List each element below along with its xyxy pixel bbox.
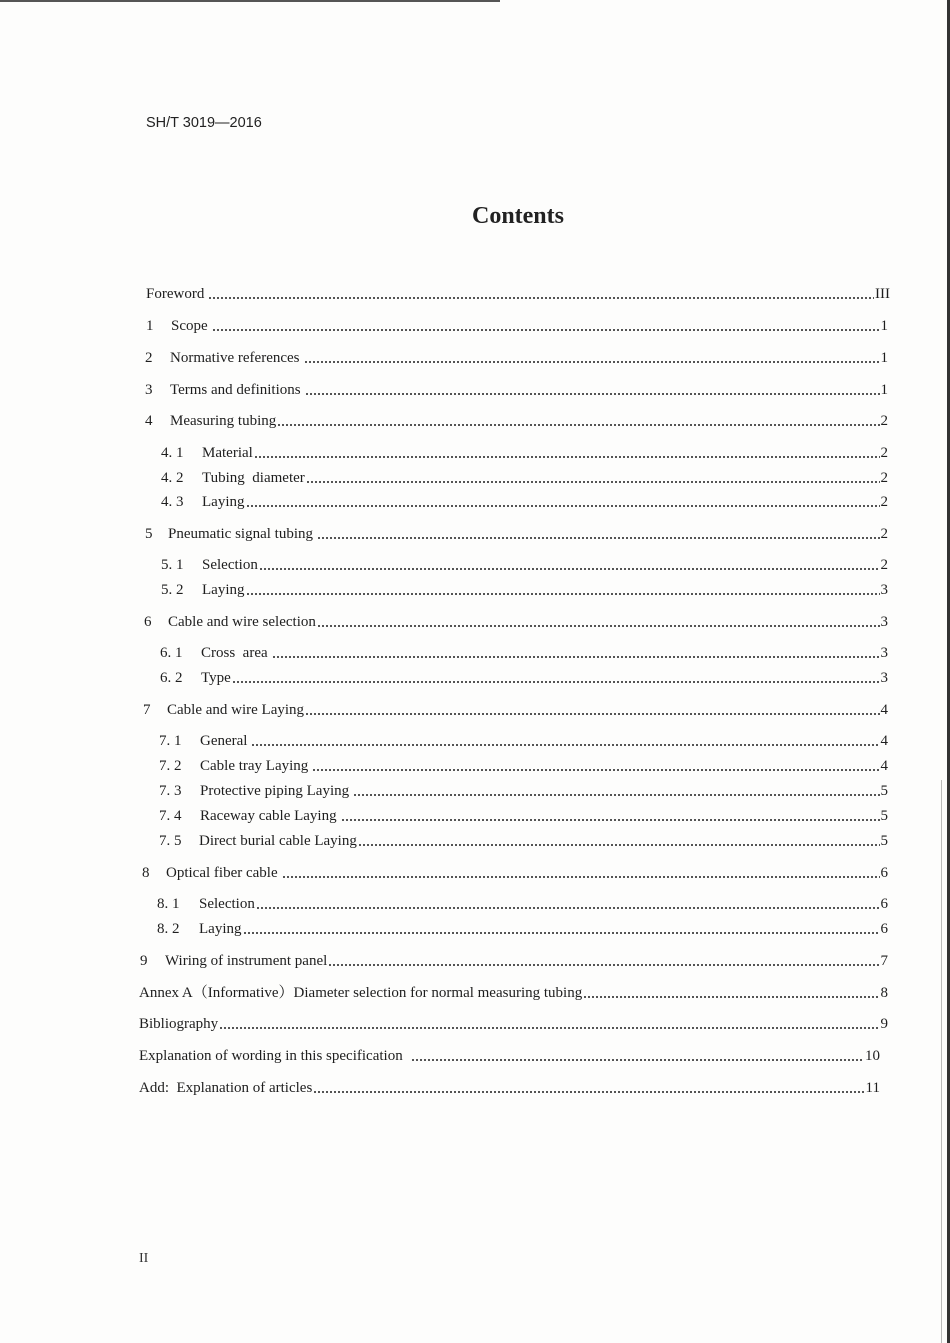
toc-entry-number: 5. 1 [161,557,184,573]
toc-entry-label: Selection [199,896,255,912]
toc-entry [159,780,888,800]
toc-entry [159,755,888,775]
toc-entry [157,893,888,913]
toc-entry [145,379,888,399]
toc-page-number: 8 [880,985,888,1001]
toc-entry-number: 5. 2 [161,582,184,598]
page-title: Contents [471,203,564,229]
toc-leader-dots [251,744,879,746]
toc-page-number: 6 [880,921,888,937]
toc-leader-dots [282,876,880,878]
toc-leader-dots [313,1091,864,1093]
toc-page-number: 7 [880,953,888,969]
toc-entry-number: 7. 3 [159,783,182,799]
toc-entry-label: Cross area [201,645,268,661]
toc-entry-label: Laying [202,494,245,510]
toc-leader-dots [353,794,879,796]
toc-page-number: 5 [880,783,888,799]
toc-page-number: 4 [880,758,888,774]
toc-page-number: 9 [880,1016,888,1032]
toc-entry [139,1013,888,1033]
toc-entry-label: Measuring tubing [170,413,277,429]
toc-entry-label: Scope [171,318,208,334]
toc-entry-number: 7. 4 [159,808,182,824]
toc-entry-number: 4. 2 [161,470,184,486]
toc-page-number: 6 [880,865,888,881]
toc-entry-label: Cable tray Laying [200,758,309,774]
toc-entry [161,554,888,574]
toc-entry-label: Tubing diameter [202,470,305,486]
toc-entry-number: 1 [146,318,154,334]
toc-entry-label: Type [201,670,231,686]
toc-page-number: 2 [880,413,888,429]
toc-entry [140,950,888,970]
toc-entry [159,830,888,850]
toc-entry-number: 6. 1 [160,645,183,661]
toc-page-number: 3 [880,582,888,598]
toc-leader-dots [583,996,879,998]
toc-leader-dots [277,424,879,426]
toc-entry-label: Wiring of instrument panel [165,953,328,969]
toc-entry-label: Selection [202,557,258,573]
toc-entry-label: Annex A（Informative）Diameter selection for normal measuring tubing [139,985,583,1001]
toc-entry-number: 6 [144,614,152,630]
toc-entry-number: 3 [145,382,153,398]
toc-entry [161,491,888,511]
toc-leader-dots [305,393,880,395]
toc-entry [139,1077,880,1097]
toc-entry-number: 4 [145,413,153,429]
toc-leader-dots [256,907,880,909]
toc-entry-number: 2 [145,350,153,366]
toc-entry-number: 7 [143,702,151,718]
toc-entry-number: 7. 2 [159,758,182,774]
toc-entry-label: Laying [199,921,242,937]
toc-leader-dots [272,656,880,658]
toc-entry-label: Foreword [146,286,205,302]
toc-entry-label: Pneumatic signal tubing [168,526,313,542]
toc-page-number: 5 [880,808,888,824]
toc-leader-dots [411,1059,864,1061]
toc-page-number: 2 [880,445,888,461]
toc-entry-label: Direct burial cable Laying [199,833,357,849]
toc-leader-dots [328,964,879,966]
toc-entry-number: 6. 2 [160,670,183,686]
toc-entry-label: Optical fiber cable [166,865,278,881]
toc-entry-label: Material [202,445,253,461]
toc-entry [159,730,888,750]
toc-entry-number: 8 [142,865,150,881]
toc-entry [161,467,888,487]
toc-entry [145,347,888,367]
toc-page-number: 5 [880,833,888,849]
toc-entry [157,918,888,938]
toc-entry [143,699,888,719]
toc-entry [139,1045,880,1065]
toc-entry-label: Bibliography [139,1016,219,1032]
toc-entry [142,862,888,882]
toc-leader-dots [254,456,880,458]
toc-page-number: 6 [880,896,888,912]
toc-entry-number: 4. 3 [161,494,184,510]
toc-entry-label: Cable and wire Laying [167,702,305,718]
toc-entry [146,315,888,335]
toc-entry-number: 9 [140,953,148,969]
toc-leader-dots [243,932,880,934]
toc-entry-number: 5 [145,526,153,542]
toc-entry [145,523,888,543]
toc-entry-label: Normative references [170,350,300,366]
toc-entry-label: Cable and wire selection [168,614,316,630]
toc-leader-dots [212,329,880,331]
toc-leader-dots [246,593,880,595]
toc-entry-label: Explanation of wording in this specification [139,1048,403,1064]
toc-entry [159,805,888,825]
toc-leader-dots [208,297,874,299]
toc-entry-label: Add: Explanation of articles [139,1080,313,1096]
toc-leader-dots [259,568,880,570]
toc-entry [145,410,888,430]
document-code: SH/T 3019—2016 [146,115,262,131]
toc-entry-number: 8. 1 [157,896,180,912]
toc-leader-dots [304,361,880,363]
toc-page-number: 4 [880,733,888,749]
toc-entry [146,283,890,303]
toc-entry [144,611,888,631]
toc-page-number: 2 [880,557,888,573]
toc-page-number: 3 [880,614,888,630]
toc-page-number: 3 [880,670,888,686]
toc-page-number: 3 [880,645,888,661]
toc-page-number: 2 [880,526,888,542]
toc-page-number: 1 [880,318,888,334]
toc-leader-dots [312,769,879,771]
toc-leader-dots [317,625,880,627]
toc-entry-number: 7. 5 [159,833,182,849]
toc-entry-number: 8. 2 [157,921,180,937]
toc-page-number: 10 [865,1048,880,1064]
toc-entry-number: 4. 1 [161,445,184,461]
toc-entry [160,667,888,687]
toc-page-number: 1 [880,350,888,366]
toc-page-number: 2 [880,494,888,510]
toc-entry [139,982,888,1002]
toc-leader-dots [305,713,879,715]
toc-page-number: 2 [880,470,888,486]
toc-leader-dots [358,844,880,846]
toc-entry-label: Raceway cable Laying [200,808,337,824]
toc-entry-label: Laying [202,582,245,598]
toc-leader-dots [341,819,880,821]
toc-entry [161,579,888,599]
toc-leader-dots [317,537,880,539]
toc-entry-label: General [200,733,248,749]
toc-page-number: III [875,286,890,302]
page-folio: II [139,1251,149,1266]
toc-page-number: 1 [880,382,888,398]
toc-leader-dots [219,1027,879,1029]
toc-entry [160,642,888,662]
toc-leader-dots [306,481,880,483]
toc-leader-dots [246,505,880,507]
toc-entry-label: Protective piping Laying [200,783,350,799]
toc-leader-dots [232,681,880,683]
toc-entry [161,442,888,462]
toc-page-number: 4 [880,702,888,718]
toc-page-number: 11 [865,1080,880,1096]
toc-entry-number: 7. 1 [159,733,182,749]
toc-entry-label: Terms and definitions [170,382,301,398]
